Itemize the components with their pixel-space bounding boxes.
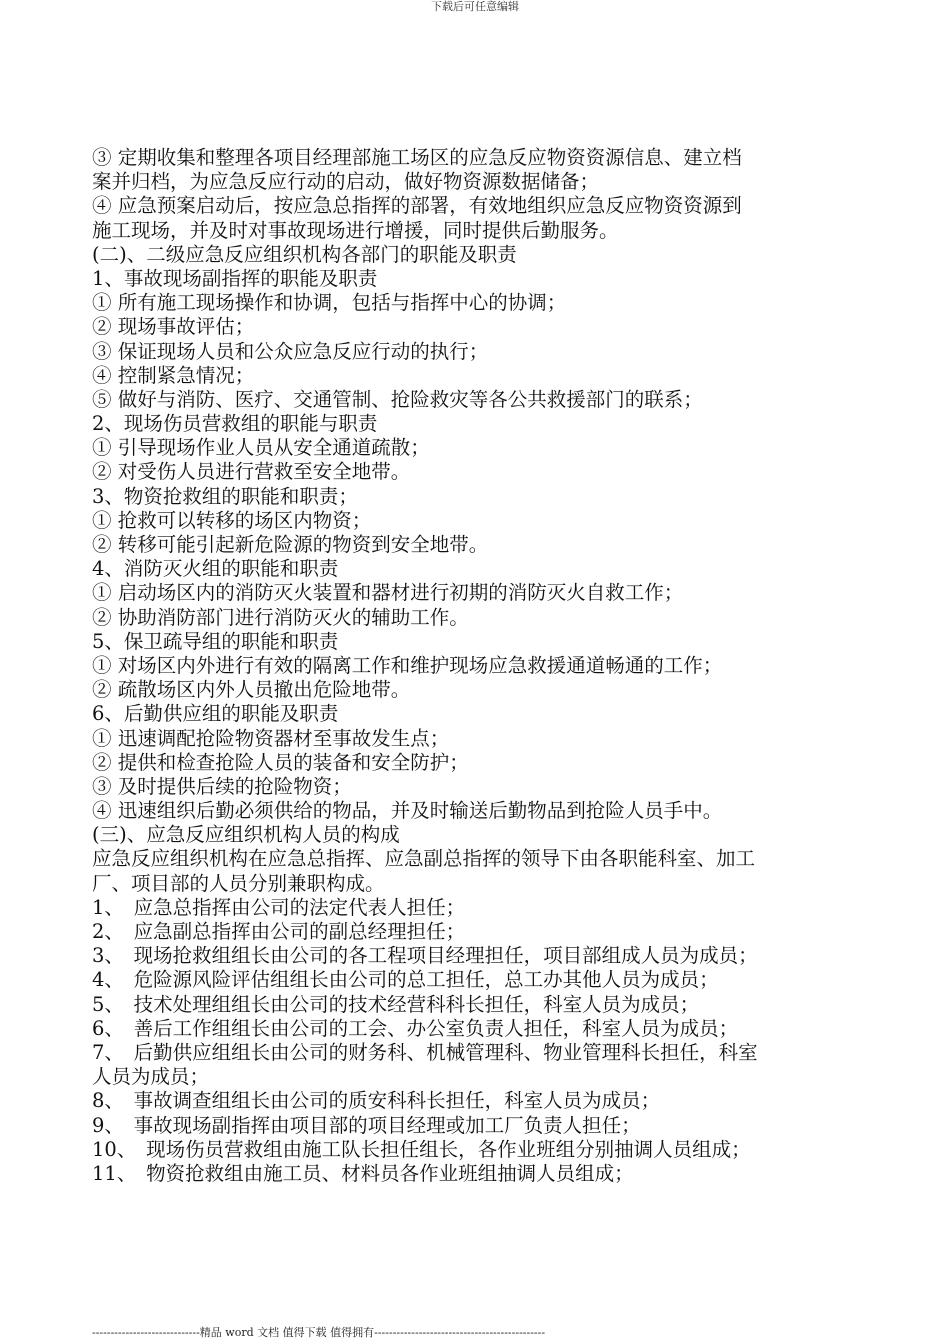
text-line: 1、 应急总指挥由公司的法定代表人担任； (92, 895, 466, 919)
text-line: ③ 定期收集和整理各项目经理部施工场区的应急反应物资资源信息、建立档 (92, 146, 742, 169)
text-line: 6、后勤供应组的职能及职责 (92, 702, 339, 726)
text-line: 1、事故现场副指挥的职能及职责 (92, 266, 378, 290)
page-footer: -----------------------------精品 word 文档 值得下载 值得拥有---------------------------------------------- (92, 1326, 546, 1339)
text-line: ① 引导现场作业人员从安全通道疏散； (92, 436, 430, 460)
text-line: ④ 迅速组织后勤必须供给的物品，并及时输送后勤物品到抢险人员手中。 (92, 799, 723, 823)
text-line: ④ 控制紧急情况； (92, 363, 255, 387)
text-line: ② 提供和检查抢险人员的装备和安全防护； (92, 750, 469, 774)
text-line: ② 协助消防部门进行消防灭火的辅助工作。 (92, 605, 469, 629)
text-line: (三)、应急反应组织机构人员的构成 (92, 823, 400, 847)
text-line: 8、 事故调查组组长由公司的质安科科长担任，科室人员为成员； (92, 1089, 661, 1113)
text-line: 3、物资抢救组的职能和职责； (92, 484, 358, 508)
text-line: 2、现场伤员营救组的职能与职责 (92, 412, 378, 436)
text-line: ① 迅速调配抢险物资器材至事故发生点； (92, 726, 450, 750)
text-line: ② 疏散场区内外人员撤出危险地带。 (92, 678, 411, 702)
text-line: 5、 技术处理组组长由公司的技术经营科科长担任，科室人员为成员； (92, 992, 700, 1016)
text-line: ② 现场事故评估； (92, 315, 255, 339)
text-line: 10、 现场伤员营救组由施工队长担任组长，各作业班组分别抽调人员组成； (92, 1137, 751, 1161)
page-header: 下载后可任意编辑 (431, 0, 519, 13)
text-line: ③ 保证现场人员和公众应急反应行动的执行； (92, 339, 489, 363)
text-line: ② 转移可能引起新危险源的物资到安全地带。 (92, 533, 489, 556)
text-line: 应急反应组织机构在应急总指挥、应急副总指挥的领导下由各职能科室、加工 (92, 847, 756, 871)
text-line: 施工现场，并及时对事故现场进行增援，同时提供后勤服务。 (92, 218, 619, 242)
text-line: ① 对场区内外进行有效的隔离工作和维护现场应急救援通道畅通的工作； (92, 653, 723, 677)
text-line: ① 启动场区内的消防灭火装置和器材进行初期的消防灭火自救工作； (92, 581, 684, 605)
text-line: 案并归档，为应急反应行动的启动，做好物资源数据储备； (92, 170, 600, 194)
text-line: 厂、项目部的人员分别兼职构成。 (92, 871, 385, 895)
text-line: 2、 应急副总指挥由公司的副总经理担任； (92, 920, 466, 943)
text-line: 9、 事故现场副指挥由项目部的项目经理或加工厂负责人担任； (92, 1113, 641, 1137)
text-line: 11、 物资抢救组由施工员、材料员各作业班组抽调人员组成； (92, 1161, 634, 1185)
text-line: ① 所有施工现场操作和协调，包括与指挥中心的协调； (92, 291, 567, 315)
text-line: 4、消防灭火组的职能和职责 (92, 557, 339, 581)
text-line: 4、 危险源风险评估组组长由公司的总工担任，总工办其他人员为成员； (92, 968, 719, 992)
text-line: 3、 现场抢救组组长由公司的各工程项目经理担任，项目部组成人员为成员； (92, 944, 758, 968)
text-line: (二)、二级应急反应组织机构各部门的职能及职责 (92, 242, 517, 266)
text-line: 6、 善后工作组组长由公司的工会、办公室负责人担任，科室人员为成员； (92, 1016, 739, 1040)
text-line: 7、 后勤供应组组长由公司的财务科、机械管理科、物业管理科长担任，科室 (92, 1040, 758, 1064)
text-line: ⑤ 做好与消防、医疗、交通管制、抢险救灾等各公共救援部门的联系； (92, 387, 703, 411)
text-line: 5、保卫疏导组的职能和职责 (92, 629, 339, 653)
text-line: ③ 及时提供后续的抢险物资； (92, 774, 352, 798)
text-line: ② 对受伤人员进行营救至安全地带。 (92, 460, 411, 484)
document-body (92, 146, 862, 1186)
text-line: 人员为成员； (92, 1065, 210, 1089)
text-line: ④ 应急预案启动后，按应急总指挥的部署，有效地组织应急反应物资资源到 (92, 194, 742, 218)
text-line: ① 抢救可以转移的场区内物资； (92, 508, 372, 532)
